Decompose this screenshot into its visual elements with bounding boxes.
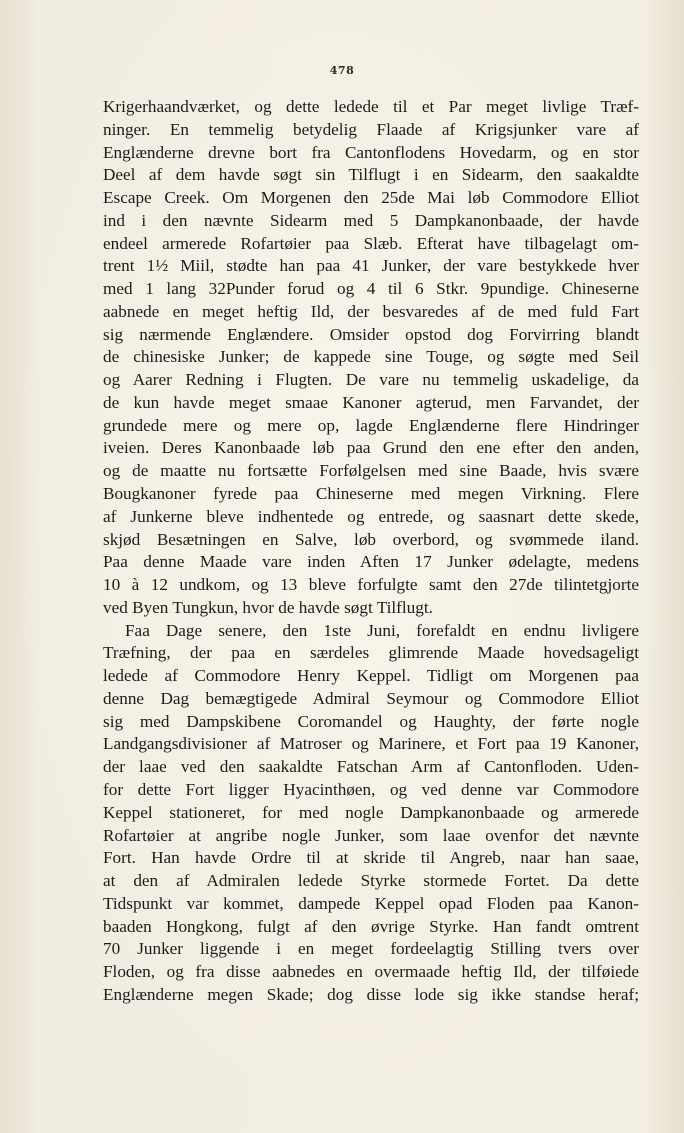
text-line: iveien. Deres Kanonbaade løb paa Grund den ene efter den anden, [103, 438, 639, 458]
text-line: ninger. En temmelig betydelig Flaade af Krigsjunker vare af [103, 119, 639, 139]
text-line: Træfning, der paa en særdeles glimrende Maade hovedsageligt [103, 643, 639, 663]
text-line: Rofartøier at angribe nogle Junker, som laae ovenfor det nævnte [103, 825, 639, 845]
text-line: 10 à 12 undkom, og 13 bleve forfulgte samt den 27de tilintetgjorte [103, 575, 639, 595]
text-line: Krigerhaandværket, og dette ledede til et Par meget livlige Træf- [103, 97, 639, 116]
text-line: at den af Admiralen ledede Styrke stormede Fortet. Da dette [103, 871, 639, 891]
text-line: med 1 lang 32Punder forud og 4 til 6 Stkr. 9pundige. Chineserne [103, 279, 639, 299]
body-text [103, 96, 639, 1007]
text-line: 70 Junker liggende i en meget fordeelagtig Stilling tvers over [103, 939, 639, 959]
text-line: denne Dag bemægtigede Admiral Seymour og Commodore Elliot [103, 688, 639, 708]
text-line: Englænderne megen Skade; dog disse lode sig ikke standse heraf; [103, 984, 639, 1004]
text-line: Englænderne drevne bort fra Cantonflodens Hovedarm, og en stor [103, 142, 639, 162]
text-line: Landgangsdivisioner af Matroser og Marinere, et Fort paa 19 Kanoner, [103, 734, 639, 754]
text-line: Tidspunkt var kommet, dampede Keppel opad Floden paa Kanon- [103, 893, 639, 913]
text-line: Floden, og fra disse aabnedes en overmaade heftig Ild, der tilføiede [103, 962, 639, 982]
text-line: endeel armerede Rofartøier paa Slæb. Efterat have tilbagelagt om- [103, 233, 639, 253]
page-number: 478 [329, 64, 355, 77]
text-line: skjød Besætningen en Salve, løb overbord, og svømmede iland. [103, 529, 639, 549]
paragraph-end-line: ved Byen Tungkun, hvor de havde søgt Tilflugt. [103, 597, 433, 617]
text-line: Paa denne Maade vare inden Aften 17 Junker ødelagte, medens [103, 552, 639, 572]
text-line: sig med Dampskibene Coromandel og Haughty, der førte nogle [103, 711, 639, 731]
text-line: ledede af Commodore Henry Keppel. Tidligt om Morgenen paa [103, 666, 639, 686]
text-line: de chinesiske Junker; de kappede sine Touge, og søgte med Seil [103, 347, 639, 367]
text-line: baaden Hongkong, fulgt af den øvrige Styrke. Han fandt omtrent [103, 916, 639, 936]
text-line: Deel af dem havde søgt sin Tilflugt i en Sidearm, den saakaldte [103, 165, 639, 185]
text-line: der laae ved den saakaldte Fatschan Arm af Cantonfloden. Uden- [103, 757, 639, 777]
text-line: og Aarer Redning i Flugten. De vare nu temmelig uskadelige, da [103, 370, 639, 390]
text-line: sig nærmende Englændere. Omsider opstod dog Forvirring blandt [103, 324, 639, 344]
text-line: aabnede en meget heftig Ild, der besvaredes af de med fuld Fart [103, 301, 639, 321]
text-line: for dette Fort ligger Hyacinthøen, og ved denne var Commodore [103, 779, 639, 799]
text-line: Fort. Han havde Ordre til at skride til Angreb, naar han saae, [103, 848, 639, 868]
paragraph-start-line: Faa Dage senere, den 1ste Juni, forefaldt en endnu livligere [125, 620, 639, 640]
text-line: og de maatte nu fortsætte Forfølgelsen med sine Baade, hvis svære [103, 461, 639, 481]
text-line: Keppel stationeret, for med nogle Dampkanonbaade og armerede [103, 802, 639, 822]
text-line: trent 1½ Miil, stødte han paa 41 Junker, der vare bestykkede hver [103, 256, 639, 276]
text-line: Bougkanoner fyrede paa Chineserne med megen Virkning. Flere [103, 484, 639, 504]
text-line: af Junkerne bleve indhentede og entrede, og saasnart dette skede, [103, 506, 639, 526]
text-line: de kun havde meget smaae Kanoner agterud, men Farvandet, der [103, 392, 639, 412]
text-line: grundede mere og mere op, lagde Englænderne flere Hindringer [103, 415, 639, 435]
text-line: ind i den nævnte Sidearm med 5 Dampkanonbaade, der havde [103, 210, 639, 230]
text-line: Escape Creek. Om Morgenen den 25de Mai løb Commodore Elliot [103, 188, 639, 208]
